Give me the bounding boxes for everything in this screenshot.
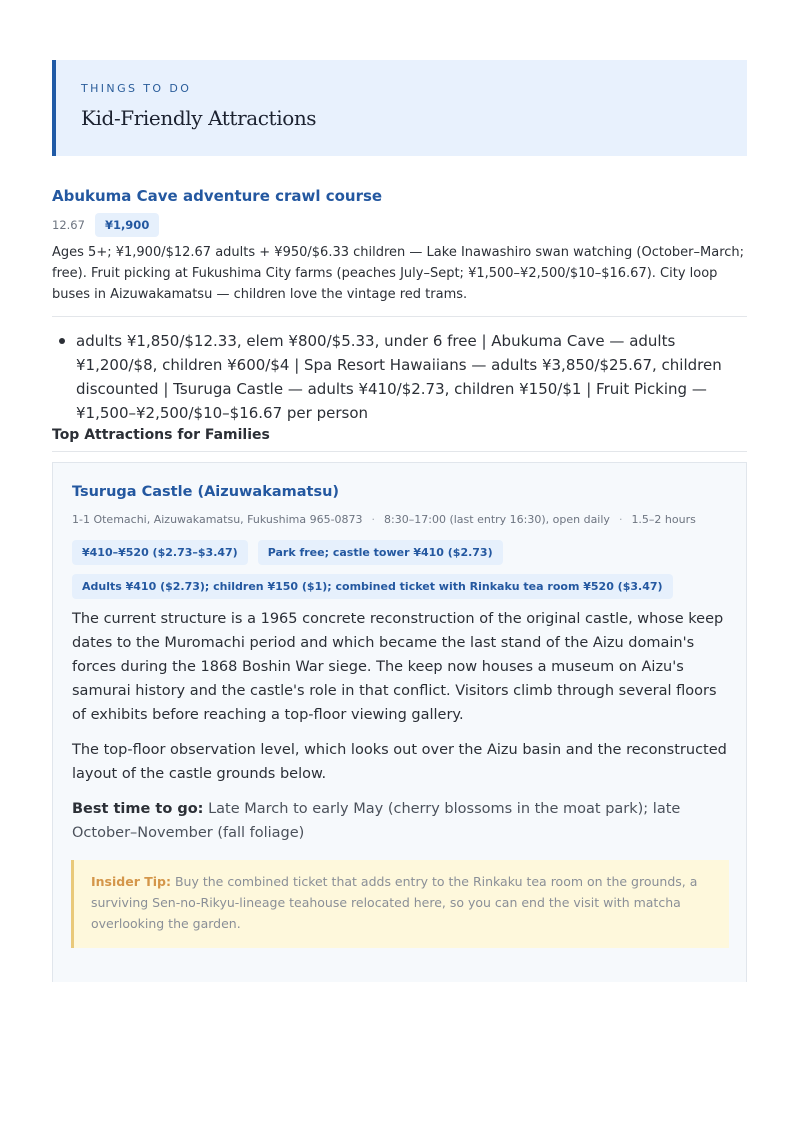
attraction-title[interactable]: Tsuruga Castle (Aizuwakamatsu) — [72, 484, 340, 500]
divider — [52, 316, 747, 317]
price-badge: ¥1,900 — [95, 213, 159, 237]
insider-tip — [71, 860, 729, 948]
section-meta — [52, 213, 159, 237]
best-time-value: Late March to early May (cherry blossoms in the moat park); late October–November (fall foliage) — [72, 801, 681, 841]
section-intro: Ages 5+; ¥1,900/$12.67 adults + ¥950/$6.33 children — Lake Inawashiro swan watching (October–March; free). Fruit picking at Fukushima City farms (peaches July–Sept; ¥1,500–¥2,500/$10–$16.67). City loop buses in Aizuwakamatsu — children love the vintage red trams. — [52, 245, 745, 302]
separator-dot: · — [371, 513, 376, 526]
admission-tag: Park free; castle tower ¥410 ($2.73) — [258, 540, 503, 565]
attraction-address: 1-1 Otemachi, Aizuwakamatsu, Fukushima 965-0873 — [72, 513, 363, 526]
eyebrow-label: THINGS TO DO — [81, 82, 192, 95]
price-list — [52, 329, 752, 425]
meta-number: 12.67 — [52, 218, 85, 232]
separator-dot: · — [618, 513, 623, 526]
divider — [52, 451, 747, 452]
list-item: adults ¥1,850/$12.33, elem ¥800/$5.33, under 6 free | Abukuma Cave — adults ¥1,200/$8, children ¥600/$4 | Spa Resort Hawaiians — adults ¥3,850/$25.67, children discounted | Tsuruga Castle — adults ¥410/$2.73, children ¥150/$1 | Fruit Picking — ¥1,500–¥2,500/$10–$16.67 per person — [52, 329, 752, 425]
tip-body: Buy the combined ticket that adds entry to the Rinkaku tea room on the grounds, a surviving Sen-no-Rikyu-lineage teahouse relocated here, so you can end the visit with matcha overlooking the garden. — [91, 874, 698, 931]
best-time — [72, 797, 732, 845]
attraction-hours: 8:30–17:00 (last entry 16:30), open daily — [384, 513, 610, 526]
ticket-tag: Adults ¥410 ($2.73); children ¥150 ($1); combined ticket with Rinkaku tea room ¥520 ($3.47) — [72, 574, 673, 599]
section-title: Abukuma Cave adventure crawl course — [52, 187, 383, 205]
attraction-description: The current structure is a 1965 concrete reconstruction of the original castle, whose keep dates to the Muromachi period and which became the last stand of the Aizu domain's forces during the 1868 Boshin War siege. The keep now houses a museum on Aizu's samurai history and the castle's role in that conflict. Visitors climb through several floors of exhibits before reaching a top-floor viewing gallery. — [72, 611, 724, 723]
price-range-tag: ¥410–¥520 ($2.73–$3.47) — [72, 540, 248, 565]
attraction-card — [52, 462, 747, 982]
attraction-view: The top-floor observation level, which looks out over the Aizu basin and the reconstructed layout of the castle grounds below. — [72, 742, 727, 782]
subsection-title: Top Attractions for Families — [52, 427, 270, 443]
attraction-meta — [72, 513, 696, 526]
page-header — [52, 60, 747, 156]
tip-label: Insider Tip: — [91, 874, 171, 889]
attraction-duration: 1.5–2 hours — [631, 513, 696, 526]
tag-row — [72, 540, 513, 565]
tag-row — [72, 574, 673, 599]
tip-text — [91, 871, 711, 934]
best-time-label: Best time to go: — [72, 801, 204, 817]
page-title: Kid-Friendly Attractions — [81, 106, 317, 130]
